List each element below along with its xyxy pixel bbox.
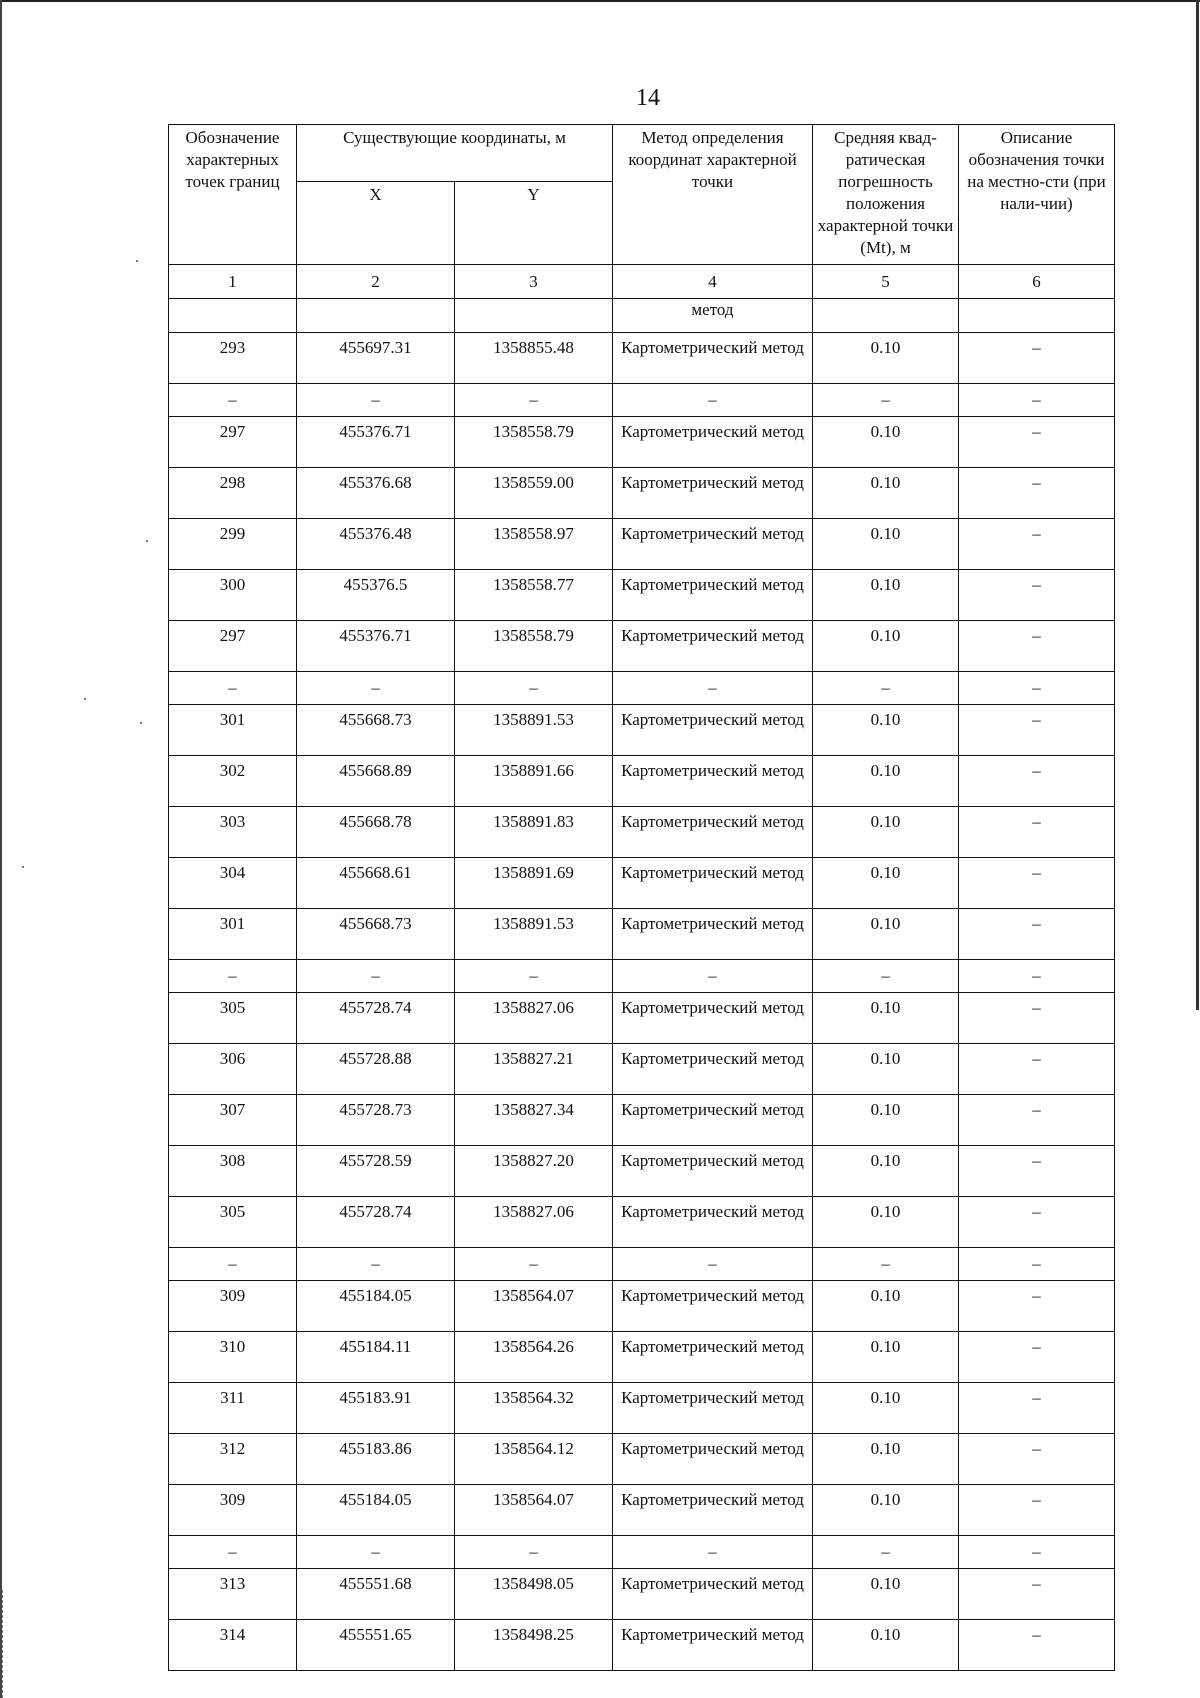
separator-row <box>169 1248 1115 1281</box>
scan-speck <box>146 540 148 542</box>
header-y: Y <box>455 182 613 265</box>
cell-description: – <box>959 621 1115 672</box>
column-number: 6 <box>959 265 1115 299</box>
page-edge-top <box>0 0 1200 2</box>
cell-point: 306 <box>169 1044 297 1095</box>
table-row <box>169 1434 1115 1485</box>
cell-method: Картометрический метод <box>613 756 813 807</box>
cell-point: 311 <box>169 1383 297 1434</box>
cell-x: 455376.68 <box>297 468 455 519</box>
cell-method: – <box>613 1536 813 1569</box>
separator-row <box>169 384 1115 417</box>
cell-description: – <box>959 1197 1115 1248</box>
table-row <box>169 570 1115 621</box>
cell-description: – <box>959 858 1115 909</box>
cell-point: – <box>169 384 297 417</box>
cell-x: 455697.31 <box>297 333 455 384</box>
table-row <box>169 1569 1115 1620</box>
cell-method: Картометрический метод <box>613 468 813 519</box>
cell-point: 302 <box>169 756 297 807</box>
cell-method: Картометрический метод <box>613 1281 813 1332</box>
cell-point: 314 <box>169 1620 297 1671</box>
cell-description: – <box>959 1620 1115 1671</box>
table-row <box>169 417 1115 468</box>
cell-method: Картометрический метод <box>613 909 813 960</box>
header-error: Средняя квад-ратическая погрешность положения характерной точки (Mt), м <box>813 125 959 265</box>
table-row <box>169 1044 1115 1095</box>
cell-x: 455551.65 <box>297 1620 455 1671</box>
cell-description: – <box>959 705 1115 756</box>
cell-mt: 0.10 <box>813 570 959 621</box>
cell-point: 307 <box>169 1095 297 1146</box>
cell-method: Картометрический метод <box>613 1146 813 1197</box>
cell-x: 455728.74 <box>297 1197 455 1248</box>
cell-point: 301 <box>169 909 297 960</box>
table-row <box>169 1485 1115 1536</box>
table-row <box>169 1383 1115 1434</box>
cell-description: – <box>959 807 1115 858</box>
header-point: Обозначение характерных точек границ <box>169 125 297 265</box>
cell-description: – <box>959 1569 1115 1620</box>
cell-y: 1358891.53 <box>455 705 613 756</box>
cell-y: – <box>455 672 613 705</box>
cell-y: 1358891.83 <box>455 807 613 858</box>
cell-point: 297 <box>169 621 297 672</box>
cell-description: – <box>959 756 1115 807</box>
cell-y: 1358558.79 <box>455 417 613 468</box>
cell-description: – <box>959 1248 1115 1281</box>
table-row <box>169 621 1115 672</box>
cell-y: 1358498.25 <box>455 1620 613 1671</box>
cell-method: Картометрический метод <box>613 519 813 570</box>
cell-point: 313 <box>169 1569 297 1620</box>
continuation-cell <box>959 299 1115 333</box>
cell-description: – <box>959 1044 1115 1095</box>
cell-point: 297 <box>169 417 297 468</box>
cell-x: 455668.78 <box>297 807 455 858</box>
cell-y: 1358558.79 <box>455 621 613 672</box>
table-row <box>169 1146 1115 1197</box>
cell-method: Картометрический метод <box>613 1044 813 1095</box>
cell-x: 455728.88 <box>297 1044 455 1095</box>
cell-x: 455376.71 <box>297 621 455 672</box>
cell-point: 300 <box>169 570 297 621</box>
cell-mt: 0.10 <box>813 621 959 672</box>
cell-description: – <box>959 384 1115 417</box>
cell-method: – <box>613 384 813 417</box>
cell-point: 299 <box>169 519 297 570</box>
continuation-text: метод <box>613 299 813 333</box>
cell-point: 309 <box>169 1281 297 1332</box>
cell-y: 1358891.66 <box>455 756 613 807</box>
cell-method: Картометрический метод <box>613 1095 813 1146</box>
cell-method: Картометрический метод <box>613 858 813 909</box>
page-edge-dashed <box>2 1590 3 1698</box>
cell-y: 1358827.06 <box>455 1197 613 1248</box>
cell-description: – <box>959 417 1115 468</box>
table-row <box>169 1095 1115 1146</box>
cell-y: – <box>455 384 613 417</box>
cell-method: – <box>613 960 813 993</box>
cell-mt: 0.10 <box>813 909 959 960</box>
cell-point: – <box>169 1248 297 1281</box>
table-row <box>169 1197 1115 1248</box>
scan-speck <box>22 866 24 868</box>
cell-point: 305 <box>169 993 297 1044</box>
scan-speck <box>140 722 142 724</box>
cell-x: 455668.73 <box>297 705 455 756</box>
cell-description: – <box>959 960 1115 993</box>
continuation-cell <box>813 299 959 333</box>
cell-description: – <box>959 1332 1115 1383</box>
cell-description: – <box>959 519 1115 570</box>
cell-description: – <box>959 1095 1115 1146</box>
table-row <box>169 1620 1115 1671</box>
cell-y: 1358558.97 <box>455 519 613 570</box>
table-row <box>169 468 1115 519</box>
cell-mt: 0.10 <box>813 1485 959 1536</box>
cell-mt: 0.10 <box>813 1434 959 1485</box>
cell-point: 293 <box>169 333 297 384</box>
cell-mt: 0.10 <box>813 1383 959 1434</box>
continuation-cell <box>455 299 613 333</box>
cell-method: – <box>613 672 813 705</box>
header-coords: Существующие координаты, м <box>297 125 613 182</box>
cell-y: – <box>455 1536 613 1569</box>
cell-description: – <box>959 570 1115 621</box>
cell-x: 455184.05 <box>297 1281 455 1332</box>
cell-point: – <box>169 1536 297 1569</box>
table-row <box>169 909 1115 960</box>
column-number: 5 <box>813 265 959 299</box>
cell-mt: – <box>813 960 959 993</box>
column-number: 4 <box>613 265 813 299</box>
cell-mt: 0.10 <box>813 1095 959 1146</box>
cell-mt: 0.10 <box>813 1620 959 1671</box>
cell-point: 309 <box>169 1485 297 1536</box>
table-row <box>169 333 1115 384</box>
cell-description: – <box>959 1146 1115 1197</box>
cell-mt: – <box>813 384 959 417</box>
cell-y: 1358827.34 <box>455 1095 613 1146</box>
cell-description: – <box>959 909 1115 960</box>
table-row <box>169 756 1115 807</box>
cell-y: 1358559.00 <box>455 468 613 519</box>
cell-y: – <box>455 960 613 993</box>
cell-point: 312 <box>169 1434 297 1485</box>
cell-method: Картометрический метод <box>613 1434 813 1485</box>
cell-x: 455551.68 <box>297 1569 455 1620</box>
cell-y: 1358827.20 <box>455 1146 613 1197</box>
cell-y: 1358564.07 <box>455 1485 613 1536</box>
cell-y: 1358564.32 <box>455 1383 613 1434</box>
cell-method: Картометрический метод <box>613 333 813 384</box>
coordinates-table <box>168 124 1115 1671</box>
cell-x: 455183.91 <box>297 1383 455 1434</box>
header-x: X <box>297 182 455 265</box>
cell-method: Картометрический метод <box>613 705 813 756</box>
cell-x: 455668.61 <box>297 858 455 909</box>
separator-row <box>169 1536 1115 1569</box>
cell-description: – <box>959 993 1115 1044</box>
cell-x: 455184.05 <box>297 1485 455 1536</box>
table-row <box>169 993 1115 1044</box>
cell-description: – <box>959 333 1115 384</box>
cell-mt: 0.10 <box>813 417 959 468</box>
cell-method: Картометрический метод <box>613 1485 813 1536</box>
cell-description: – <box>959 1383 1115 1434</box>
table-row <box>169 807 1115 858</box>
cell-method: Картометрический метод <box>613 417 813 468</box>
cell-x: 455668.73 <box>297 909 455 960</box>
cell-description: – <box>959 1536 1115 1569</box>
cell-mt: – <box>813 1536 959 1569</box>
cell-mt: 0.10 <box>813 756 959 807</box>
page-edge-right <box>1196 0 1199 1010</box>
cell-description: – <box>959 1281 1115 1332</box>
column-number: 1 <box>169 265 297 299</box>
cell-y: 1358564.12 <box>455 1434 613 1485</box>
cell-y: 1358558.77 <box>455 570 613 621</box>
cell-description: – <box>959 672 1115 705</box>
cell-mt: 0.10 <box>813 1044 959 1095</box>
cell-y: 1358564.26 <box>455 1332 613 1383</box>
cell-method: Картометрический метод <box>613 807 813 858</box>
cell-method: Картометрический метод <box>613 1197 813 1248</box>
cell-mt: 0.10 <box>813 333 959 384</box>
cell-x: – <box>297 384 455 417</box>
cell-x: 455728.73 <box>297 1095 455 1146</box>
cell-mt: 0.10 <box>813 1197 959 1248</box>
cell-mt: – <box>813 1248 959 1281</box>
scan-speck <box>84 698 86 700</box>
cell-method: Картометрический метод <box>613 1620 813 1671</box>
cell-description: – <box>959 1485 1115 1536</box>
cell-mt: 0.10 <box>813 807 959 858</box>
cell-x: 455183.86 <box>297 1434 455 1485</box>
cell-x: 455376.71 <box>297 417 455 468</box>
cell-point: 303 <box>169 807 297 858</box>
cell-method: Картометрический метод <box>613 1332 813 1383</box>
table-row <box>169 1281 1115 1332</box>
cell-point: 304 <box>169 858 297 909</box>
column-number: 2 <box>297 265 455 299</box>
cell-mt: 0.10 <box>813 1569 959 1620</box>
cell-x: 455376.5 <box>297 570 455 621</box>
cell-description: – <box>959 1434 1115 1485</box>
cell-point: 305 <box>169 1197 297 1248</box>
cell-mt: 0.10 <box>813 1332 959 1383</box>
cell-x: – <box>297 1248 455 1281</box>
cell-y: 1358891.53 <box>455 909 613 960</box>
cell-mt: 0.10 <box>813 519 959 570</box>
scan-speck <box>136 260 138 262</box>
cell-y: 1358855.48 <box>455 333 613 384</box>
cell-mt: 0.10 <box>813 1281 959 1332</box>
cell-method: Картометрический метод <box>613 621 813 672</box>
cell-point: – <box>169 960 297 993</box>
cell-x: 455668.89 <box>297 756 455 807</box>
cell-method: Картометрический метод <box>613 1569 813 1620</box>
cell-point: 310 <box>169 1332 297 1383</box>
table-row <box>169 1332 1115 1383</box>
cell-point: 301 <box>169 705 297 756</box>
table-body <box>169 333 1115 1671</box>
cell-method: – <box>613 1248 813 1281</box>
header-method: Метод определения координат характерной точки <box>613 125 813 265</box>
cell-mt: 0.10 <box>813 468 959 519</box>
cell-mt: 0.10 <box>813 858 959 909</box>
cell-x: 455376.48 <box>297 519 455 570</box>
table-row <box>169 705 1115 756</box>
separator-row <box>169 672 1115 705</box>
cell-method: Картометрический метод <box>613 1383 813 1434</box>
cell-x: – <box>297 960 455 993</box>
cell-y: 1358891.69 <box>455 858 613 909</box>
cell-mt: 0.10 <box>813 993 959 1044</box>
cell-x: – <box>297 1536 455 1569</box>
cell-point: 298 <box>169 468 297 519</box>
cell-y: 1358827.21 <box>455 1044 613 1095</box>
cell-y: 1358498.05 <box>455 1569 613 1620</box>
cell-y: – <box>455 1248 613 1281</box>
page-edge-left <box>0 0 2 1698</box>
table-row <box>169 519 1115 570</box>
header-description: Описание обозначения точки на местно-сти (при нали-чии) <box>959 125 1115 265</box>
cell-method: Картометрический метод <box>613 570 813 621</box>
column-number: 3 <box>455 265 613 299</box>
cell-mt: 0.10 <box>813 705 959 756</box>
cell-x: 455184.11 <box>297 1332 455 1383</box>
cell-x: – <box>297 672 455 705</box>
cell-mt: – <box>813 672 959 705</box>
cell-y: 1358827.06 <box>455 993 613 1044</box>
table-row <box>169 858 1115 909</box>
cell-point: – <box>169 672 297 705</box>
cell-method: Картометрический метод <box>613 993 813 1044</box>
cell-x: 455728.59 <box>297 1146 455 1197</box>
page-number: 14 <box>636 85 660 111</box>
cell-description: – <box>959 468 1115 519</box>
continuation-cell <box>297 299 455 333</box>
cell-mt: 0.10 <box>813 1146 959 1197</box>
separator-row <box>169 960 1115 993</box>
continuation-cell <box>169 299 297 333</box>
cell-point: 308 <box>169 1146 297 1197</box>
cell-x: 455728.74 <box>297 993 455 1044</box>
cell-y: 1358564.07 <box>455 1281 613 1332</box>
